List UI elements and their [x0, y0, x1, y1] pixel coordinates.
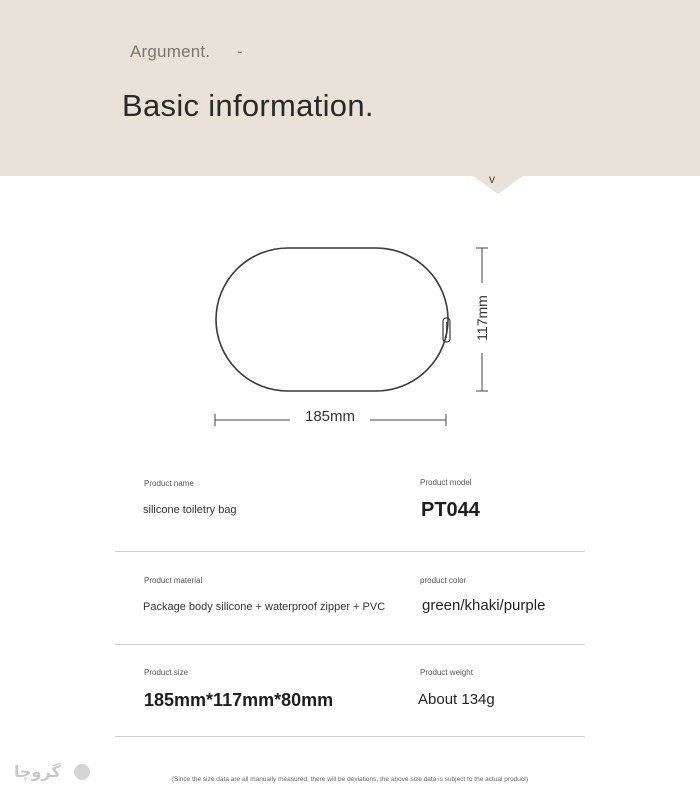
product-name-label: Product name — [144, 479, 194, 488]
subtitle-dash: - — [237, 42, 243, 61]
product-name-value: silicone toiletry bag — [143, 504, 237, 516]
product-material-value: Package body silicone + waterproof zipper + PVC — [143, 601, 386, 613]
width-label: 185mm — [290, 408, 370, 425]
product-model-value: PT044 — [421, 499, 480, 521]
product-weight-label: Product weight — [420, 668, 473, 677]
product-material-label: Product material — [144, 576, 203, 585]
measurement-footnote: (Since the size data are all manually measured, there will be deviations, the above size data is subject to the actual product) — [171, 776, 529, 783]
product-model-label: Product model — [420, 478, 472, 487]
watermark-logo: گروچا — [14, 764, 61, 781]
product-weight-value: About 134g — [418, 691, 495, 708]
product-size-label: Product size — [144, 668, 189, 677]
chevron-down-icon: v — [489, 172, 495, 186]
divider — [115, 551, 585, 552]
product-color-label: product color — [420, 576, 467, 585]
section-subtitle: Argument. — [130, 42, 211, 61]
product-color-value: green/khaki/purple — [422, 597, 546, 614]
height-label: 117mm — [474, 283, 490, 353]
watermark-icon — [74, 764, 90, 780]
divider — [115, 736, 585, 737]
page-title: Basic information. — [122, 88, 374, 123]
product-size-value: 185mm*117mm*80mm — [144, 690, 334, 710]
divider — [115, 644, 585, 645]
bag-outline — [216, 248, 448, 391]
